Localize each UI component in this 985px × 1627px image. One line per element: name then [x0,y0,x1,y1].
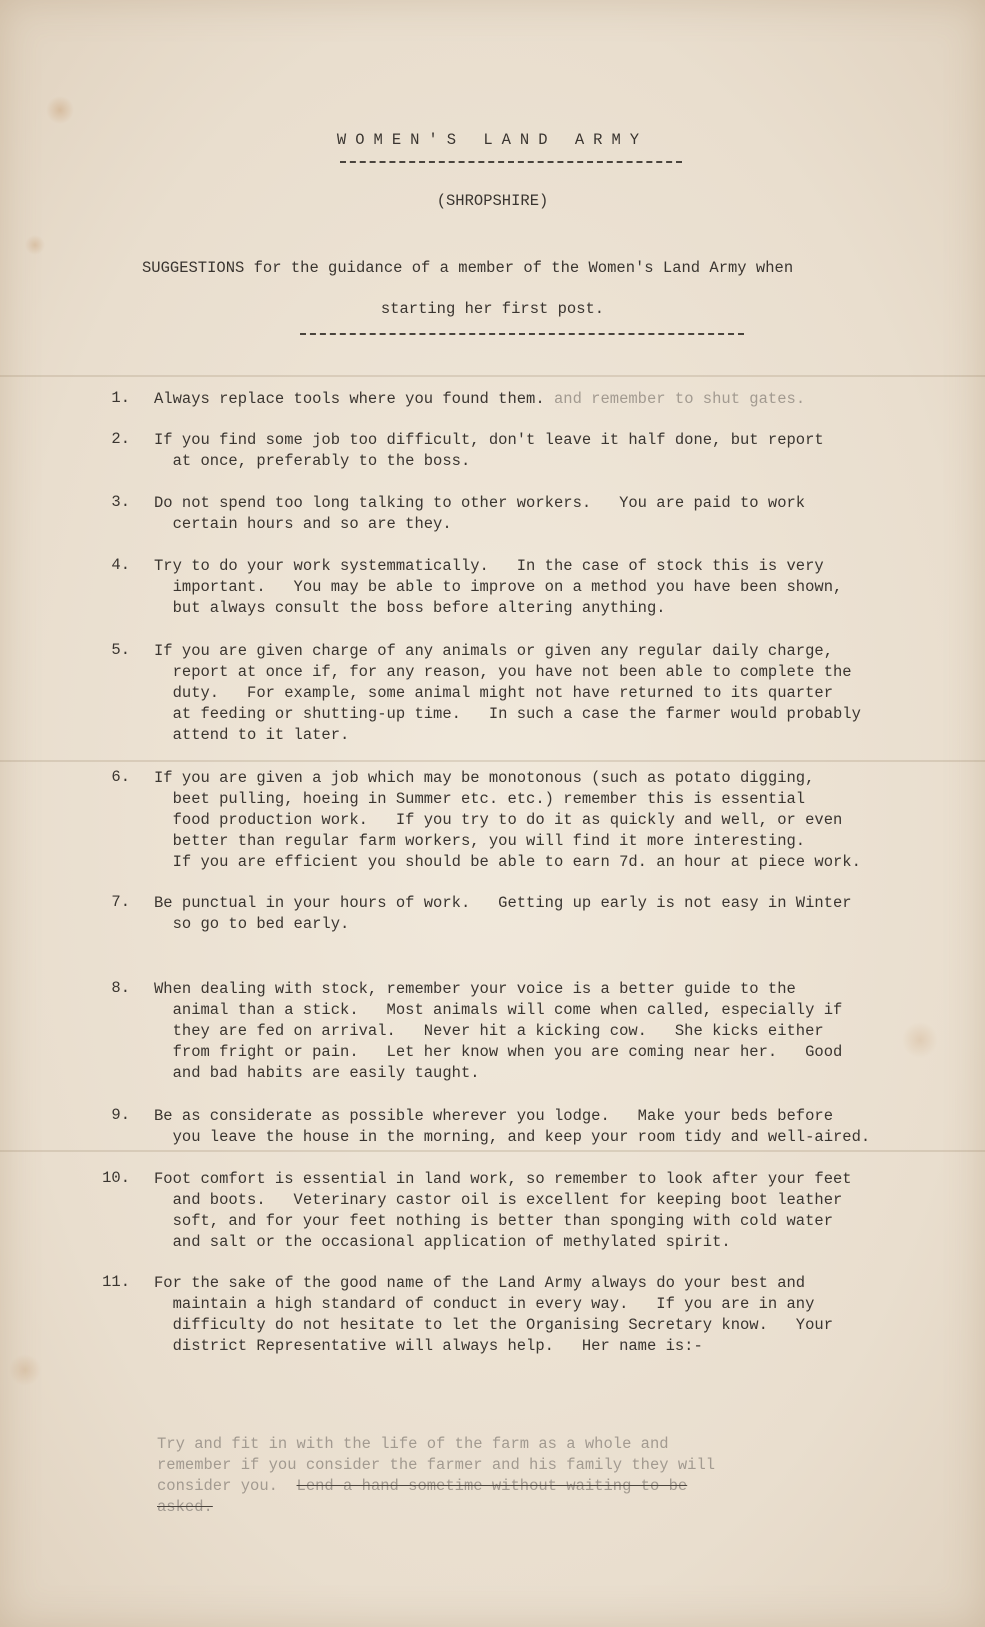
item-text: and boots. Veterinary castor oil is excellent for keeping boot leather [154,1191,843,1209]
item-text: at once, preferably to the boss. [154,452,471,470]
item-text-line [154,1106,833,1127]
item-text-line [154,768,814,789]
item-number: 1. [111,389,130,407]
item-text: attend to it later. [154,726,350,744]
item-text-line [154,893,852,914]
footnote-line-4: asked. [157,1498,213,1516]
item-text-line [154,704,861,725]
footnote-line-1: Try and fit in with the life of the farm as a whole and [157,1435,669,1453]
item-text: they are fed on arrival. Never hit a kicking cow. She kicks either [154,1022,824,1040]
item-text-line [154,852,861,873]
intro-line-2: starting her first post. [380,300,605,318]
item-text-line [154,641,833,662]
item-number: 4. [111,556,130,574]
item-text: If you are given a job which may be monotonous (such as potato digging, [154,769,815,787]
item-text-line [154,1211,833,1232]
item-text-line [154,914,349,935]
item-text-line [154,831,805,852]
item-text: For the sake of the good name of the Land Army always do your best and [154,1274,806,1292]
item-text-line [154,1000,842,1021]
item-text-line [154,979,796,1000]
paper-fold [0,760,985,762]
item-text: better than regular farm workers, you will find it more interesting. [154,832,806,850]
item-text-line [154,1273,805,1294]
item-text: Always replace tools where you found them. [154,390,545,408]
item-text: Foot comfort is essential in land work, so remember to look after your feet [154,1170,852,1188]
item-text-line [154,1190,842,1211]
item-text: and bad habits are easily taught. [154,1064,480,1082]
intro-rest: for the guidance of a member of the Women's Land Army when [244,259,794,277]
item-text: difficulty do not hesitate to let the Organising Secretary know. Your [154,1316,834,1334]
paper-fold [0,1150,985,1152]
item-text-line [154,430,824,451]
faint-added-text: and remember to shut gates. [544,390,806,408]
paper-fold [0,375,985,377]
item-text: food production work. If you try to do it as quickly and well, or even [154,811,843,829]
item-number: 10. [102,1169,130,1187]
item-text-line [154,1063,480,1084]
item-number: 7. [111,893,130,911]
item-text: maintain a high standard of conduct in every way. If you are in any [154,1295,815,1313]
struck-text: Lend a hand sometime without waiting to be [296,1477,688,1495]
item-text: Be as considerate as possible wherever you lodge. Make your beds before [154,1107,834,1125]
item-text-line [154,1127,870,1148]
item-text: soft, and for your feet nothing is better than sponging with cold water [154,1212,834,1230]
footnote-line-3a: consider you. [157,1477,297,1495]
item-text-line [154,1315,833,1336]
item-text: beet pulling, hoeing in Summer etc. etc.) remember this is essential [154,790,806,808]
item-text-line [154,577,842,598]
item-number: 8. [111,979,130,997]
item-text: from fright or pain. Let her know when you are coming near her. Good [154,1043,843,1061]
item-text: you leave the house in the morning, and keep your room tidy and well-aired. [154,1128,871,1146]
item-text-line [154,514,452,535]
item-text-line [154,1042,842,1063]
item-text: important. You may be able to improve on a method you have been shown, [154,578,843,596]
item-text: certain hours and so are they. [154,515,452,533]
document-title: WOMEN'S LAND ARMY [336,131,649,149]
item-text: and salt or the occasional application of methylated spirit. [154,1233,731,1251]
item-text-line [154,725,349,746]
item-text: but always consult the boss before altering anything. [154,599,666,617]
item-text: district Representative will always help. Her name is:- [154,1337,703,1355]
item-text-line [154,1294,814,1315]
item-text-line [154,493,805,514]
intro-line [142,259,793,277]
item-number: 6. [111,768,130,786]
item-text-line [154,810,842,831]
title-underline [340,161,682,163]
item-text: Do not spend too long talking to other workers. You are paid to work [154,494,806,512]
item-number: 9. [111,1106,130,1124]
item-number: 2. [111,430,130,448]
item-number: 3. [111,493,130,511]
item-text-line [154,451,470,472]
item-number: 5. [111,641,130,659]
footnote-line-3 [157,1476,687,1497]
intro-underline [300,333,744,335]
item-text-line [154,389,805,410]
item-text-line [154,683,833,704]
intro-lead: SUGGESTIONS [142,259,245,277]
item-text: When dealing with stock, remember your voice is a better guide to the [154,980,796,998]
item-text: at feeding or shutting-up time. In such a case the farmer would probably [154,705,861,723]
item-text: report at once if, for any reason, you have not been able to complete the [154,663,852,681]
item-text-line [154,1336,703,1357]
footnote-line-2: remember if you consider the farmer and his family they will [157,1456,716,1474]
item-text-line [154,1169,852,1190]
item-text: Be punctual in your hours of work. Getting up early is not easy in Winter [154,894,852,912]
item-text-line [154,556,824,577]
item-text-line [154,789,805,810]
item-number: 11. [102,1273,130,1291]
item-text: animal than a stick. Most animals will come when called, especially if [154,1001,843,1019]
item-text: If you are given charge of any animals or given any regular daily charge, [154,642,834,660]
item-text: If you find some job too difficult, don't leave it half done, but report [154,431,824,449]
item-text: Try to do your work systemmatically. In the case of stock this is very [154,557,824,575]
item-text: duty. For example, some animal might not have returned to its quarter [154,684,834,702]
item-text: If you are efficient you should be able to earn 7d. an hour at piece work. [154,853,861,871]
item-text-line [154,1232,731,1253]
county-subtitle: (SHROPSHIRE) [436,192,549,210]
item-text-line [154,1021,824,1042]
item-text-line [154,598,666,619]
item-text: so go to bed early. [154,915,350,933]
item-text-line [154,662,852,683]
